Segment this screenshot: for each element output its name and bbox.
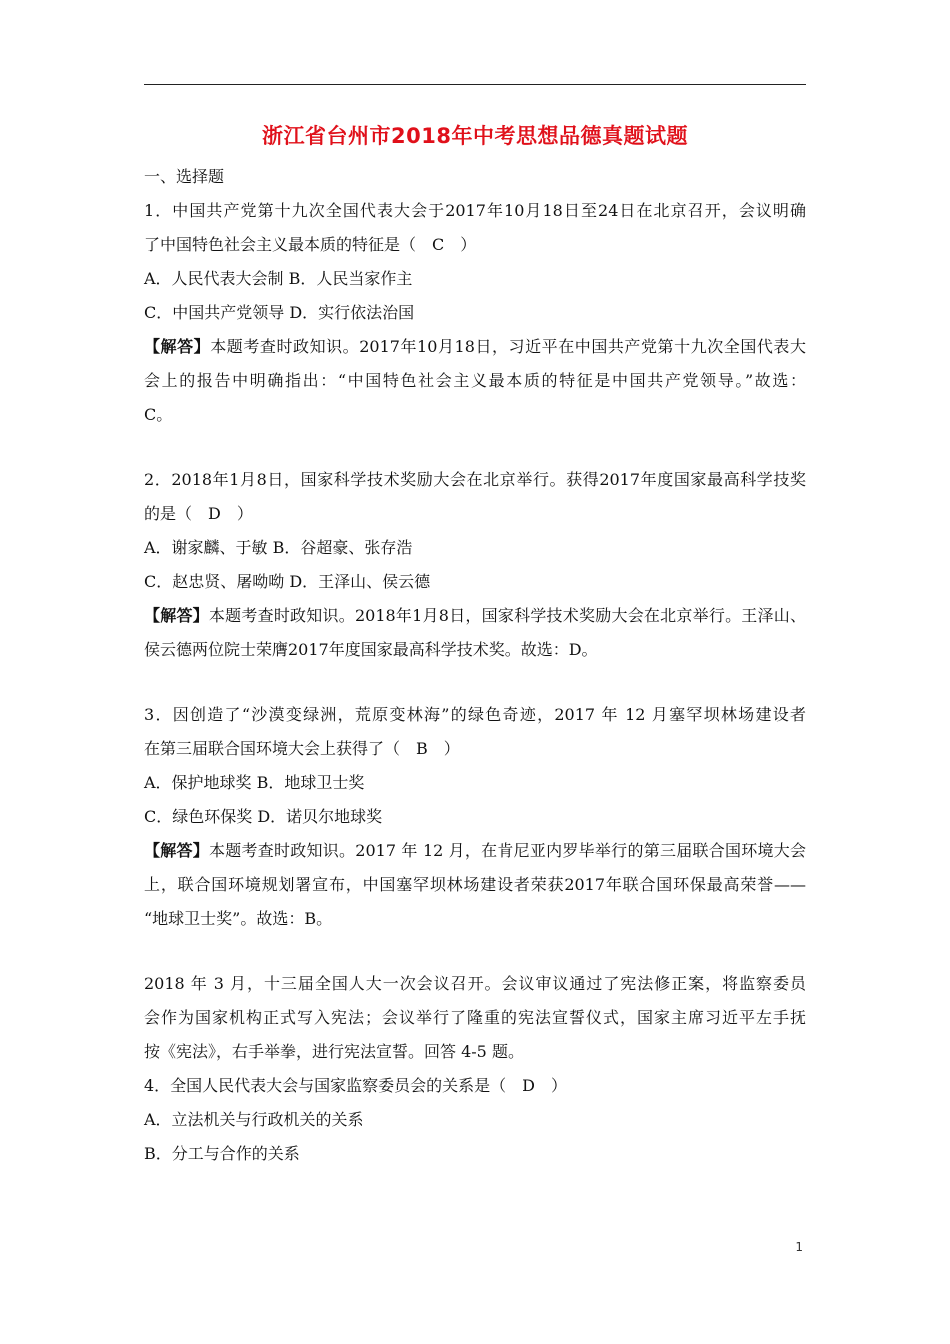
q1-stem-line-1: 1．中国共产党第十九次全国代表大会于2017年10月18日至24日在北京召开，会议明确 <box>144 201 806 220</box>
q2-analysis-line-1 <box>144 599 806 633</box>
document-title: 浙江省台州市2018年中考思想品德真题试题 <box>262 124 688 148</box>
material-line-1: 2018 年 3 月，十三届全国人大一次会议召开。会议审议通过了宪法修正案，将监察委员 <box>144 974 806 993</box>
q3-analysis-line-1 <box>144 834 806 868</box>
q2-analysis-line-2: 侯云德两位院士荣膺2017年度国家最高科学技术奖。故选：D。 <box>144 640 598 659</box>
section-heading: 一、选择题 <box>144 167 225 186</box>
analysis-label: 【解答】 <box>144 606 209 625</box>
material-line-2: 会作为国家机构正式写入宪法；会议举行了隆重的宪法宣誓仪式，国家主席习近平左手抚 <box>144 1008 806 1027</box>
spacer <box>144 432 806 463</box>
q2-stem-line-2: 的是（ D ） <box>144 504 253 523</box>
document-body <box>144 160 806 1171</box>
q4-option-a: A．立法机关与行政机关的关系 <box>144 1110 364 1129</box>
header-rule <box>144 84 806 85</box>
q3-options-cd: C．绿色环保奖 D．诺贝尔地球奖 <box>144 807 383 826</box>
q1-stem-line-2: 了中国特色社会主义最本质的特征是（ C ） <box>144 235 477 254</box>
q2-options-cd: C．赵忠贤、屠呦呦 D．王泽山、侯云德 <box>144 572 431 591</box>
q1-analysis-text-1: 本题考查时政知识。2017年10月18日，习近平在中国共产党第十九次全国代表大 <box>210 337 806 356</box>
analysis-label: 【解答】 <box>144 337 211 356</box>
q3-stem-line-2: 在第三届联合国环境大会上获得了（ B ） <box>144 739 460 758</box>
spacer <box>144 667 806 698</box>
q1-options-ab: A．人民代表大会制 B．人民当家作主 <box>144 269 413 288</box>
page-number: 1 <box>795 1240 803 1254</box>
analysis-label: 【解答】 <box>144 841 210 860</box>
q4-stem: 4．全国人民代表大会与国家监察委员会的关系是（ D ） <box>144 1076 568 1095</box>
q1-analysis-line-1 <box>144 330 806 364</box>
material-line-3: 按《宪法》，右手举拳，进行宪法宣誓。回答 4-5 题。 <box>144 1042 524 1061</box>
q1-analysis-line-3: C。 <box>144 405 173 424</box>
q3-stem-line-1: 3．因创造了“沙漠变绿洲，荒原变林海”的绿色奇迹，2017 年 12 月塞罕坝林场建设者 <box>144 705 806 724</box>
spacer <box>144 936 806 967</box>
q2-analysis-text-1: 本题考查时政知识。2018年1月8日，国家科学技术奖励大会在北京举行。王泽山、 <box>208 606 806 625</box>
q2-stem-line-1: 2．2018年1月8日，国家科学技术奖励大会在北京举行。获得2017年度国家最高科学技奖 <box>144 470 806 489</box>
q3-analysis-line-2: 上，联合国环境规划署宣布，中国塞罕坝林场建设者荣获2017年联合国环保最高荣誉—— <box>144 875 806 894</box>
q3-analysis-text-1: 本题考查时政知识。2017 年 12 月，在肯尼亚内罗毕举行的第三届联合国环境大会 <box>209 841 806 860</box>
q2-options-ab: A．谢家麟、于敏 B．谷超豪、张存浩 <box>144 538 413 557</box>
q3-analysis-line-3: “地球卫士奖”。故选：B。 <box>144 909 333 928</box>
q4-option-b: B．分工与合作的关系 <box>144 1144 300 1163</box>
q1-analysis-line-2: 会上的报告中明确指出：“中国特色社会主义最本质的特征是中国共产党领导。”故选： <box>144 371 806 390</box>
q3-options-ab: A．保护地球奖 B．地球卫士奖 <box>144 773 365 792</box>
q1-options-cd: C．中国共产党领导 D．实行依法治国 <box>144 303 415 322</box>
